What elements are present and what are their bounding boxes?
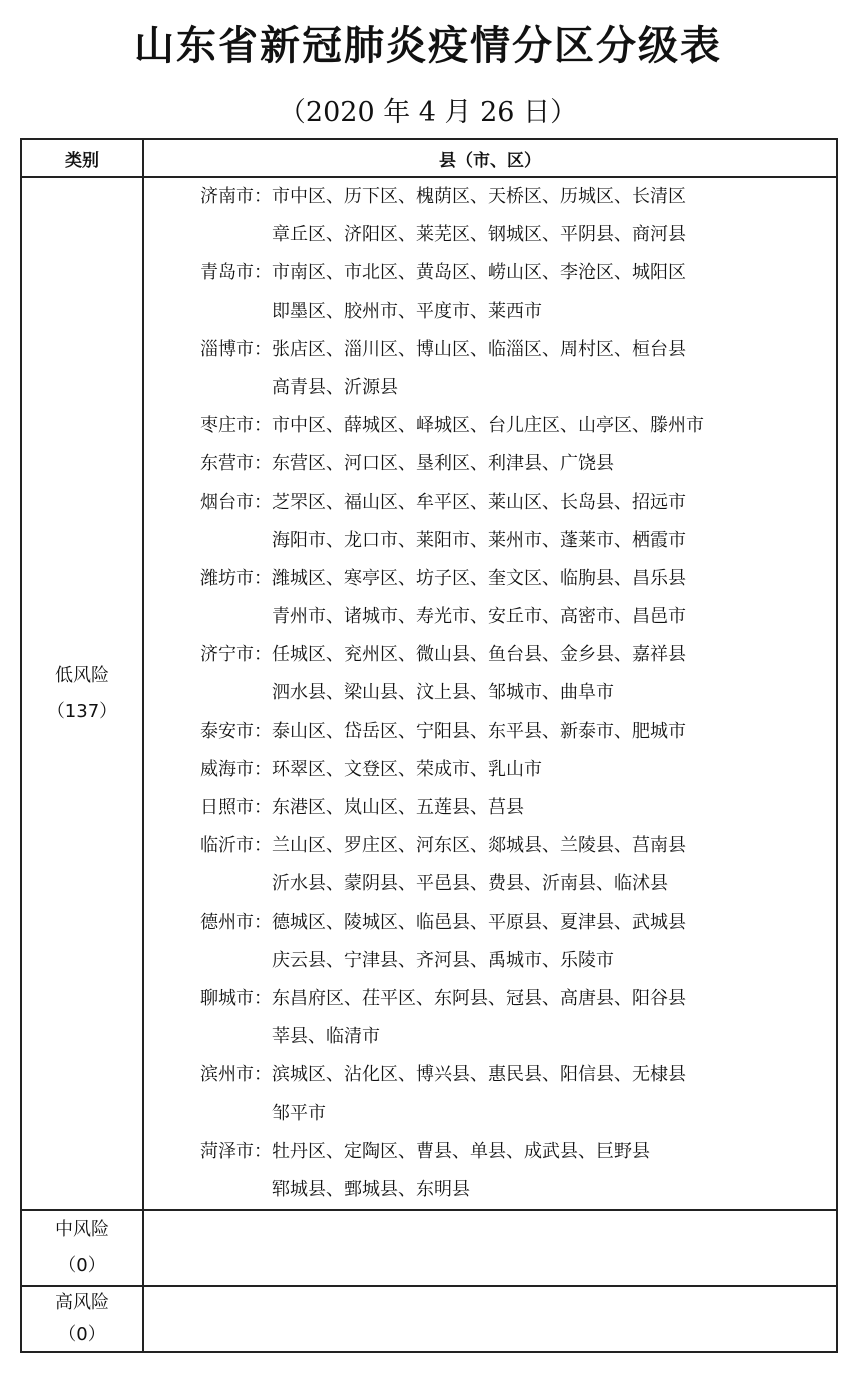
city-name: 日照市： [200,797,272,818]
city-name: 烟台市： [200,491,272,513]
city-name: 菏泽市： [200,1140,272,1162]
city-name [144,522,272,560]
county-names: 青州市、诸城市、寿光市、安丘市、高密市、昌邑市 [272,606,686,628]
county-list-line [144,522,836,560]
county-list-line [144,674,836,712]
city-name: 济南市： [200,186,272,207]
county-names: 潍城区、寒亭区、坊子区、奎文区、临朐县、昌乐县 [272,567,686,589]
county-list-line [144,904,836,942]
county-names: 章丘区、济阳区、莱芜区、钢城区、平阴县、商河县 [272,224,686,246]
city-name: 滨州市： [200,1064,272,1086]
county-list-line [144,598,836,636]
high-risk-label: 高风险 [55,1292,109,1314]
city-name [144,598,272,636]
city-name [144,865,272,903]
high-risk-row [21,1286,837,1352]
city-name: 济宁市： [200,644,272,666]
county-names: 庆云县、宁津县、齐河县、禹城市、乐陵市 [272,949,614,971]
county-names: 市南区、市北区、黄岛区、崂山区、李沧区、城阳区 [272,262,686,284]
medium-risk-county-list [143,1210,837,1286]
low-risk-count: （137） [46,700,118,722]
medium-risk-row [21,1210,837,1286]
county-names: 环翠区、文登区、荣成市、乳山市 [272,758,542,780]
city-name: 聊城市： [200,987,272,1009]
city-name [144,1171,272,1209]
city-name [144,216,272,254]
city-name [144,1095,272,1133]
city-name [144,942,272,980]
low-risk-county-list [143,177,837,1210]
city-name: 青岛市： [200,262,272,284]
county-names: 牡丹区、定陶区、曹县、单县、成武县、巨野县 [272,1140,650,1162]
city-name: 威海市： [200,758,272,780]
county-list-line [144,713,836,751]
medium-risk-label: 中风险 [55,1219,109,1241]
county-list-line [144,407,836,445]
low-risk-row [21,177,837,1210]
city-name: 潍坊市： [200,567,272,589]
city-name: 临沂市： [200,835,272,857]
header-row [21,139,837,177]
county-names: 芝罘区、福山区、牟平区、莱山区、长岛县、招远市 [272,491,686,513]
county-names: 东昌府区、茌平区、东阿县、冠县、高唐县、阳谷县 [272,987,686,1009]
low-risk-label: 低风险 [55,664,109,686]
county-names: 兰山区、罗庄区、河东区、郯城县、兰陵县、莒南县 [272,835,686,857]
high-risk-county-list [143,1286,837,1352]
county-names: 市中区、薛城区、峄城区、台儿庄区、山亭区、滕州市 [272,415,704,437]
county-names: 泗水县、梁山县、汶上县、邹城市、曲阜市 [272,682,614,704]
county-names: 即墨区、胶州市、平度市、莱西市 [272,300,542,322]
county-names: 莘县、临清市 [272,1026,380,1048]
county-list-line [144,369,836,407]
risk-table [20,138,838,1353]
county-list-line [144,331,836,369]
county-list-line [144,560,836,598]
medium-risk-category [21,1210,143,1286]
city-name [144,674,272,712]
header-category: 类别 [21,139,143,177]
page-title: 山东省新冠肺炎疫情分区分级表 [134,22,722,69]
low-risk-category [21,177,143,1210]
county-names: 任城区、兖州区、微山县、鱼台县、金乡县、嘉祥县 [272,644,686,666]
county-list-line [144,1095,836,1133]
city-name [144,369,272,407]
county-list-line [144,942,836,980]
high-risk-category [21,1286,143,1352]
high-risk-count: （0） [58,1324,106,1346]
county-names: 郓城县、鄄城县、东明县 [272,1178,470,1200]
county-names: 海阳市、龙口市、莱阳市、莱州市、蓬莱市、栖霞市 [272,529,686,551]
county-list-line [144,1018,836,1056]
county-names: 泰山区、岱岳区、宁阳县、东平县、新泰市、肥城市 [272,720,686,742]
county-list-line [144,1171,836,1209]
county-names: 邹平市 [272,1102,326,1124]
county-names: 东港区、岚山区、五莲县、莒县 [272,797,524,818]
city-name [144,1018,272,1056]
county-list-line [144,1056,836,1094]
county-list-line [144,636,836,674]
county-names: 沂水县、蒙阴县、平邑县、费县、沂南县、临沭县 [272,873,668,895]
county-list-line [144,1133,836,1171]
county-list-line [144,216,836,254]
county-list-line [144,254,836,292]
county-names: 滨城区、沾化区、博兴县、惠民县、阳信县、无棣县 [272,1064,686,1086]
county-names: 张店区、淄川区、博山区、临淄区、周村区、桓台县 [272,338,686,360]
county-list-line [144,445,836,483]
county-list-line [144,789,836,827]
county-names: 市中区、历下区、槐荫区、天桥区、历城区、长清区 [272,186,686,207]
city-name: 德州市： [200,911,272,933]
county-names: 高青县、沂源县 [272,376,398,398]
city-name [144,293,272,331]
county-list-line [144,751,836,789]
city-name: 枣庄市： [200,415,272,437]
county-list-line [144,827,836,865]
medium-risk-count: （0） [58,1255,106,1277]
county-list-line [144,293,836,331]
county-list-line [144,980,836,1018]
county-list-line [144,178,836,216]
county-list-line [144,484,836,522]
date-subtitle: （2020 年 4 月 26 日） [278,97,578,128]
header-counties: 县（市、区） [143,139,837,177]
city-name: 东营市： [200,453,272,475]
county-list-line [144,865,836,903]
city-name: 淄博市： [200,338,272,360]
city-name: 泰安市： [200,720,272,742]
county-names: 东营区、河口区、垦利区、利津县、广饶县 [272,453,614,475]
county-names: 德城区、陵城区、临邑县、平原县、夏津县、武城县 [272,911,686,933]
